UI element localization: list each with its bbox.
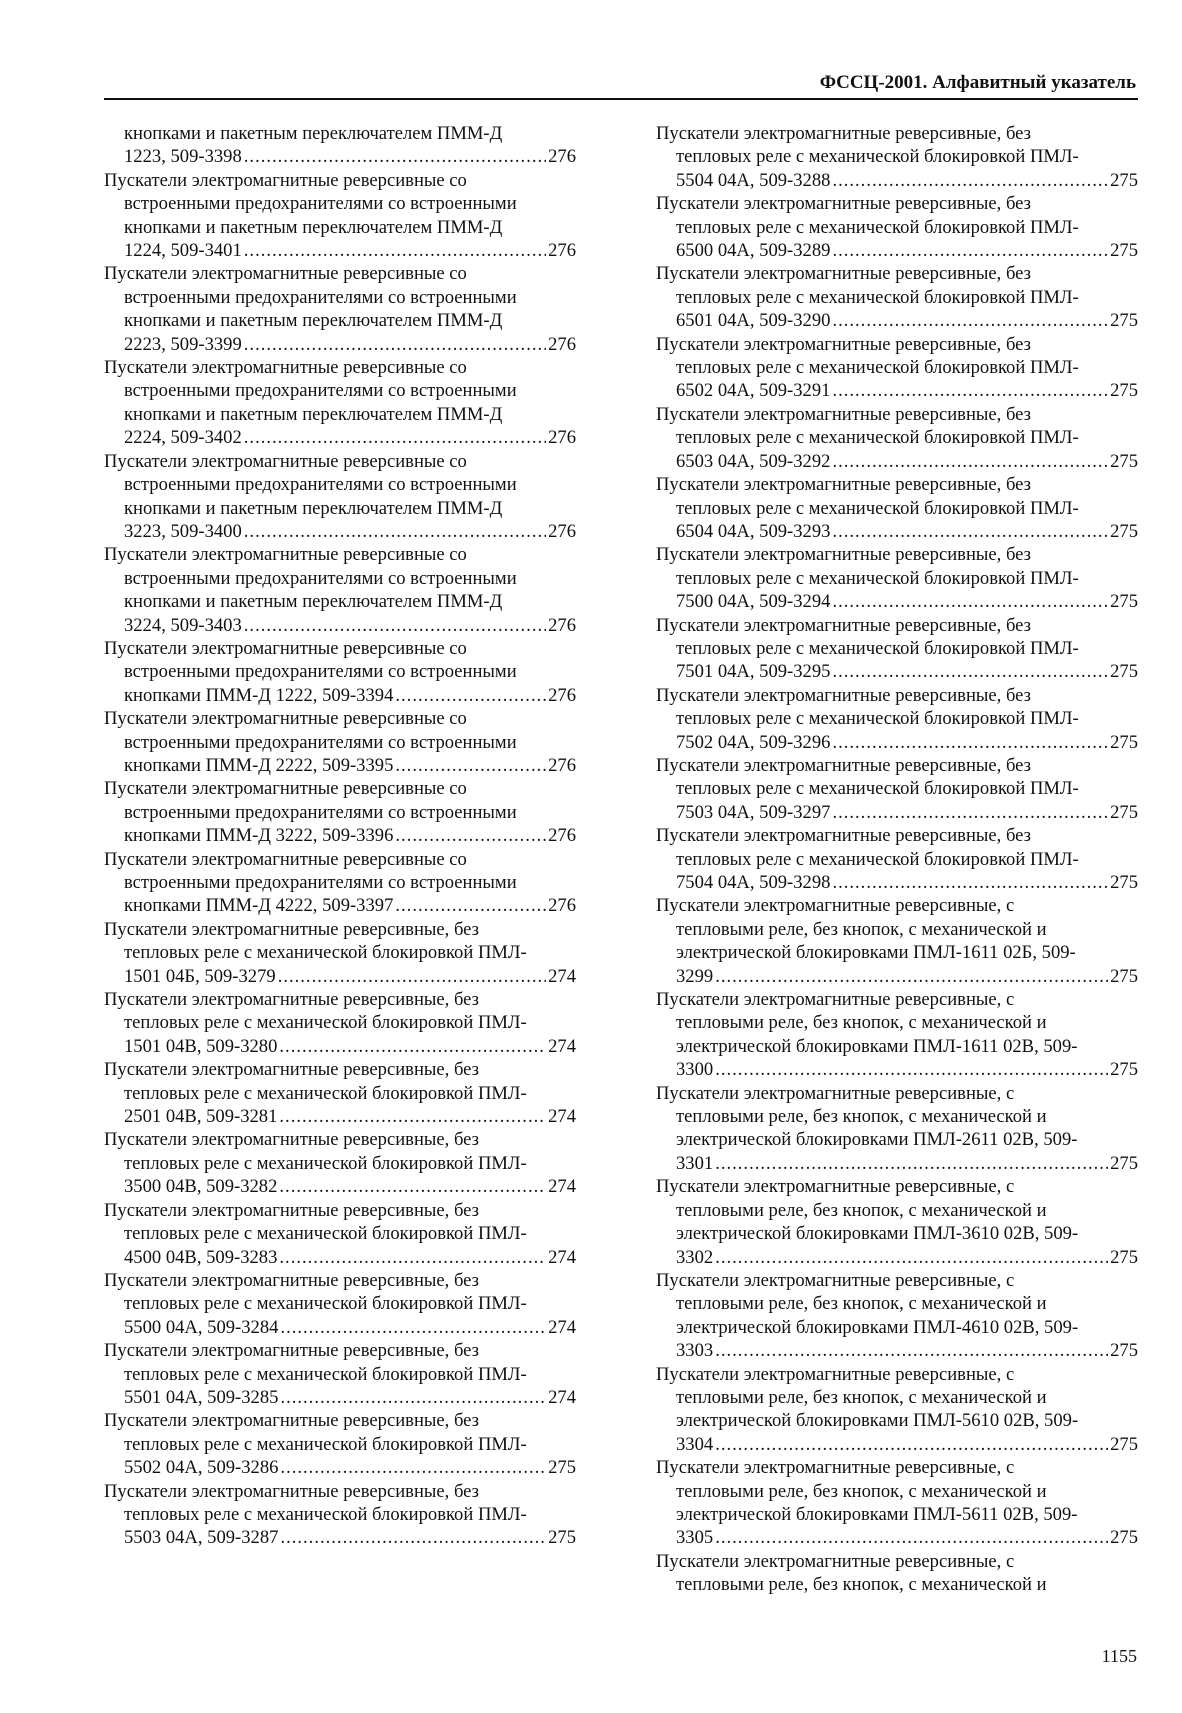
- index-entry: [656, 988, 1138, 1082]
- entry-text: кнопками и пакетным переключателем ПММ-Д: [124, 216, 503, 238]
- entry-page-ref: 274: [548, 1035, 576, 1057]
- entry-text: 5503 04А, 509-3287: [124, 1527, 279, 1549]
- index-entry: [656, 824, 1138, 894]
- entry-text: 3300: [676, 1059, 714, 1081]
- entry-text: 1223, 509-3398: [124, 146, 242, 168]
- dot-leader: [832, 801, 1108, 824]
- entry-text: Пускатели электромагнитные реверсивные, без: [104, 1199, 479, 1221]
- entry-text: тепловыми реле, без кнопок, с механической и: [676, 918, 1047, 940]
- index-entry: [104, 777, 576, 847]
- entry-text: 3223, 509-3400: [124, 520, 242, 542]
- entry-text: Пускатели электромагнитные реверсивные, без: [656, 474, 1031, 496]
- entry-text: 1501 04В, 509-3280: [124, 1035, 278, 1057]
- entry-text: тепловыми реле, без кнопок, с механической и: [676, 1106, 1047, 1128]
- entry-text: кнопками и пакетным переключателем ПММ-Д: [124, 497, 503, 519]
- entry-text: Пускатели электромагнитные реверсивные, с: [656, 1082, 1015, 1104]
- entry-text: тепловых реле с механической блокировкой ПМЛ-: [676, 848, 1079, 870]
- entry-page-ref: 276: [548, 146, 576, 168]
- entry-text: тепловых реле с механической блокировкой ПМЛ-: [124, 1012, 527, 1034]
- entry-page-ref: 275: [1110, 1246, 1138, 1268]
- index-entry: [656, 473, 1138, 543]
- entry-text: тепловых реле с механической блокировкой ПМЛ-: [676, 146, 1079, 168]
- entry-text: Пускатели электромагнитные реверсивные, без: [656, 825, 1031, 847]
- index-entry: [104, 262, 576, 356]
- entry-text: встроенными предохранителями со встроенными: [124, 380, 517, 402]
- dot-leader: [715, 1433, 1108, 1456]
- entry-text: Пускатели электромагнитные реверсивные со: [104, 169, 467, 191]
- entry-text: Пускатели электромагнитные реверсивные, без: [104, 1269, 479, 1291]
- entry-page-ref: 275: [1110, 450, 1138, 472]
- entry-text: тепловых реле с механической блокировкой ПМЛ-: [124, 1433, 527, 1455]
- entry-text: Пускатели электромагнитные реверсивные, с: [656, 1457, 1015, 1479]
- index-entry: [104, 1409, 576, 1479]
- entry-text: тепловыми реле, без кнопок, с механической и: [676, 1012, 1047, 1034]
- index-entry: [656, 122, 1138, 192]
- entry-text: Пускатели электромагнитные реверсивные, без: [104, 1340, 479, 1362]
- entry-page-ref: 275: [1110, 1433, 1138, 1455]
- entry-text: Пускатели электромагнитные реверсивные, с: [656, 895, 1015, 917]
- entry-text: встроенными предохранителями со встроенными: [124, 286, 517, 308]
- entry-text: Пускатели электромагнитные реверсивные со: [104, 848, 467, 870]
- entry-text: Пускатели электромагнитные реверсивные, без: [656, 754, 1031, 776]
- index-entry: [656, 754, 1138, 824]
- dot-leader: [244, 145, 546, 168]
- dot-leader: [279, 1035, 546, 1058]
- entry-text: 6502 04А, 509-3291: [676, 380, 831, 402]
- index-entry: [656, 403, 1138, 473]
- index-entry: [104, 918, 576, 988]
- entry-text: 7501 04А, 509-3295: [676, 661, 831, 683]
- dot-leader: [279, 1246, 546, 1269]
- entry-text: встроенными предохранителями со встроенными: [124, 731, 517, 753]
- dot-leader: [832, 590, 1108, 613]
- entry-text: тепловых реле с механической блокировкой ПМЛ-: [124, 1082, 527, 1104]
- dot-leader: [832, 169, 1108, 192]
- entry-text: тепловых реле с механической блокировкой ПМЛ-: [124, 1152, 527, 1174]
- entry-text: 6501 04А, 509-3290: [676, 310, 831, 332]
- entry-page-ref: 275: [548, 1527, 576, 1549]
- entry-text: 5502 04А, 509-3286: [124, 1457, 279, 1479]
- entry-text: Пускатели электромагнитные реверсивные, без: [656, 614, 1031, 636]
- entry-page-ref: 274: [548, 1106, 576, 1128]
- entry-page-ref: 275: [1110, 965, 1138, 987]
- index-entry: [656, 1269, 1138, 1363]
- entry-text: 7504 04А, 509-3298: [676, 872, 831, 893]
- entry-text: тепловыми реле, без кнопок, с механической и: [676, 1574, 1047, 1596]
- entry-text: кнопками ПММ-Д 3222, 509-3396: [124, 825, 394, 847]
- entry-page-ref: 274: [548, 1386, 576, 1408]
- dot-leader: [832, 660, 1108, 683]
- entry-text: 5504 04А, 509-3288: [676, 169, 831, 191]
- entry-page-ref: 274: [548, 1246, 576, 1268]
- entry-text: 6503 04А, 509-3292: [676, 450, 831, 472]
- index-entry: [656, 333, 1138, 403]
- entry-page-ref: 276: [548, 333, 576, 355]
- entry-text: 3303: [676, 1340, 714, 1362]
- entry-text: Пускатели электромагнитные реверсивные со: [104, 450, 467, 472]
- entry-text: электрической блокировками ПМЛ-2611 02В, 509-: [676, 1129, 1078, 1151]
- dot-leader: [715, 1246, 1108, 1269]
- entry-text: тепловых реле с механической блокировкой ПМЛ-: [124, 942, 527, 964]
- dot-leader: [715, 1152, 1108, 1175]
- entry-text: кнопками и пакетным переключателем ПММ-Д: [124, 310, 503, 332]
- entry-text: тепловых реле с механической блокировкой ПМЛ-: [676, 357, 1079, 379]
- index-entry: [104, 1199, 576, 1269]
- entry-text: встроенными предохранителями со встроенными: [124, 872, 517, 893]
- entry-text: 6500 04А, 509-3289: [676, 240, 831, 262]
- entry-text: кнопками ПММ-Д 1222, 509-3394: [124, 684, 394, 706]
- entry-text: Пускатели электромагнитные реверсивные, с: [656, 989, 1015, 1011]
- entry-text: 4500 04В, 509-3283: [124, 1246, 278, 1268]
- index-entry: [656, 1550, 1138, 1597]
- dot-leader: [715, 1058, 1108, 1081]
- entry-text: 3301: [676, 1152, 714, 1174]
- entry-page-ref: 275: [548, 1457, 576, 1479]
- index-entry: [656, 614, 1138, 684]
- dot-leader: [280, 1386, 546, 1409]
- entry-text: тепловых реле с механической блокировкой ПМЛ-: [676, 497, 1079, 519]
- entry-page-ref: 275: [1110, 1152, 1138, 1174]
- entry-text: Пускатели электромагнитные реверсивные, без: [656, 123, 1031, 144]
- entry-text: тепловых реле с механической блокировкой ПМЛ-: [676, 286, 1079, 308]
- entry-text: электрической блокировками ПМЛ-1611 02В, 509-: [676, 1035, 1078, 1057]
- index-entry: [104, 169, 576, 263]
- entry-text: электрической блокировками ПМЛ-4610 02В, 509-: [676, 1316, 1079, 1338]
- entry-page-ref: 276: [548, 427, 576, 449]
- entry-text: тепловых реле с механической блокировкой ПМЛ-: [676, 637, 1079, 659]
- entry-text: Пускатели электромагнитные реверсивные, без: [104, 989, 479, 1011]
- entry-page-ref: 275: [1110, 661, 1138, 683]
- dot-leader: [395, 894, 546, 917]
- entry-text: Пускатели электромагнитные реверсивные, без: [104, 1480, 479, 1502]
- entry-text: Пускатели электромагнитные реверсивные со: [104, 637, 467, 659]
- index-entry: [656, 543, 1138, 613]
- index-entry: [104, 1269, 576, 1339]
- dot-leader: [715, 965, 1108, 988]
- entry-page-ref: 274: [548, 965, 576, 987]
- entry-text: 2224, 509-3402: [124, 427, 242, 449]
- entry-page-ref: 276: [548, 684, 576, 706]
- entry-page-ref: 275: [1110, 872, 1138, 893]
- entry-text: встроенными предохранителями со встроенными: [124, 567, 517, 589]
- entry-text: встроенными предохранителями со встроенными: [124, 661, 517, 683]
- dot-leader: [395, 684, 546, 707]
- dot-leader: [715, 1339, 1108, 1362]
- index-entry: [104, 543, 576, 637]
- entry-text: электрической блокировками ПМЛ-5610 02В, 509-: [676, 1410, 1079, 1432]
- dot-leader: [832, 450, 1108, 473]
- dot-leader: [832, 309, 1108, 332]
- entry-page-ref: 274: [548, 1316, 576, 1338]
- index-column-left: [104, 122, 576, 1550]
- dot-leader: [280, 1316, 546, 1339]
- dot-leader: [244, 520, 546, 543]
- entry-page-ref: 275: [1110, 380, 1138, 402]
- dot-leader: [715, 1526, 1108, 1549]
- entry-text: тепловых реле с механической блокировкой ПМЛ-: [124, 1293, 527, 1315]
- index-entry: [104, 122, 576, 169]
- entry-text: 3299: [676, 965, 714, 987]
- entry-text: встроенными предохранителями со встроенными: [124, 474, 517, 496]
- entry-text: кнопками ПММ-Д 4222, 509-3397: [124, 895, 394, 917]
- entry-page-ref: 275: [1110, 591, 1138, 613]
- entry-text: Пускатели электромагнитные реверсивные, без: [656, 193, 1031, 215]
- index-entry: [656, 684, 1138, 754]
- index-entry: [104, 1128, 576, 1198]
- dot-leader: [244, 333, 546, 356]
- index-entry: [656, 1363, 1138, 1457]
- entry-page-ref: 275: [1110, 801, 1138, 823]
- entry-text: 3304: [676, 1433, 714, 1455]
- entry-text: Пускатели электромагнитные реверсивные, без: [104, 918, 479, 940]
- index-entry: [656, 192, 1138, 262]
- index-entry: [104, 356, 576, 450]
- entry-text: тепловыми реле, без кнопок, с механической и: [676, 1386, 1047, 1408]
- entry-text: 7500 04А, 509-3294: [676, 591, 831, 613]
- index-entry: [104, 1058, 576, 1128]
- entry-text: Пускатели электромагнитные реверсивные, с: [656, 1550, 1015, 1572]
- entry-text: тепловыми реле, без кнопок, с механической и: [676, 1480, 1047, 1502]
- entry-text: электрической блокировками ПМЛ-3610 02В, 509-: [676, 1223, 1079, 1245]
- index-entry: [104, 1339, 576, 1409]
- entry-text: 7502 04А, 509-3296: [676, 731, 831, 753]
- entry-text: Пускатели электромагнитные реверсивные, с: [656, 1269, 1015, 1291]
- entry-text: Пускатели электромагнитные реверсивные со: [104, 263, 467, 285]
- entry-text: Пускатели электромагнитные реверсивные, без: [104, 1410, 479, 1432]
- entry-text: встроенными предохранителями со встроенными: [124, 801, 517, 823]
- index-entry: [104, 637, 576, 707]
- dot-leader: [280, 1526, 546, 1549]
- index-entry: [656, 1456, 1138, 1550]
- entry-page-ref: 276: [548, 240, 576, 262]
- index-entry: [104, 450, 576, 544]
- index-entry: [656, 894, 1138, 988]
- entry-page-ref: 274: [548, 1176, 576, 1198]
- entry-text: 3305: [676, 1527, 714, 1549]
- entry-text: кнопками и пакетным переключателем ПММ-Д: [124, 591, 503, 613]
- dot-leader: [832, 520, 1108, 543]
- dot-leader: [280, 1456, 546, 1479]
- entry-text: тепловых реле с механической блокировкой ПМЛ-: [676, 778, 1079, 800]
- dot-leader: [244, 426, 546, 449]
- entry-text: Пускатели электромагнитные реверсивные, без: [656, 544, 1031, 566]
- dot-leader: [395, 754, 546, 777]
- index-entry: [104, 848, 576, 918]
- entry-text: кнопками и пакетным переключателем ПММ-Д: [124, 123, 503, 144]
- entry-page-ref: 275: [1110, 731, 1138, 753]
- index-entry: [104, 707, 576, 777]
- entry-text: кнопками ПММ-Д 2222, 509-3395: [124, 754, 394, 776]
- entry-text: 1501 04Б, 509-3279: [124, 965, 276, 987]
- entry-page-ref: 275: [1110, 169, 1138, 191]
- entry-text: Пускатели электромагнитные реверсивные, без: [656, 684, 1031, 706]
- entry-text: тепловыми реле, без кнопок, с механической и: [676, 1199, 1047, 1221]
- entry-text: Пускатели электромагнитные реверсивные, без: [656, 403, 1031, 425]
- entry-page-ref: 276: [548, 895, 576, 917]
- entry-text: Пускатели электромагнитные реверсивные со: [104, 778, 467, 800]
- entry-page-ref: 276: [548, 614, 576, 636]
- entry-text: тепловых реле с механической блокировкой ПМЛ-: [124, 1363, 527, 1385]
- entry-text: встроенными предохранителями со встроенными: [124, 193, 517, 215]
- entry-text: тепловых реле с механической блокировкой ПМЛ-: [676, 427, 1079, 449]
- entry-page-ref: 276: [548, 520, 576, 542]
- entry-text: 3224, 509-3403: [124, 614, 242, 636]
- entry-text: Пускатели электромагнитные реверсивные со: [104, 544, 467, 566]
- entry-text: Пускатели электромагнитные реверсивные, без: [656, 263, 1031, 285]
- dot-leader: [244, 239, 546, 262]
- dot-leader: [832, 379, 1108, 402]
- dot-leader: [832, 239, 1108, 262]
- index-entry: [104, 988, 576, 1058]
- index-entry: [656, 1082, 1138, 1176]
- entry-text: 6504 04А, 509-3293: [676, 520, 831, 542]
- entry-text: тепловых реле с механической блокировкой ПМЛ-: [124, 1223, 527, 1245]
- dot-leader: [244, 614, 546, 637]
- entry-page-ref: 276: [548, 825, 576, 847]
- index-column-right: [656, 122, 1138, 1597]
- entry-text: 5500 04А, 509-3284: [124, 1316, 279, 1338]
- entry-page-ref: 275: [1110, 1059, 1138, 1081]
- entry-page-ref: 275: [1110, 520, 1138, 542]
- header-title: ФССЦ-2001. Алфавитный указатель: [819, 72, 1136, 93]
- entry-page-ref: 275: [1110, 1527, 1138, 1549]
- entry-text: тепловых реле с механической блокировкой ПМЛ-: [676, 708, 1079, 730]
- entry-text: тепловых реле с механической блокировкой ПМЛ-: [676, 216, 1079, 238]
- entry-text: 7503 04А, 509-3297: [676, 801, 831, 823]
- entry-text: кнопками и пакетным переключателем ПММ-Д: [124, 403, 503, 425]
- entry-text: тепловых реле с механической блокировкой ПМЛ-: [676, 567, 1079, 589]
- entry-text: тепловых реле с механической блокировкой ПМЛ-: [124, 1503, 527, 1525]
- index-entry: [104, 1480, 576, 1550]
- index-entry: [656, 262, 1138, 332]
- page-number: 1155: [1101, 1646, 1137, 1666]
- dot-leader: [279, 1175, 546, 1198]
- dot-leader: [278, 965, 546, 988]
- entry-text: Пускатели электромагнитные реверсивные, с: [656, 1176, 1015, 1198]
- dot-leader: [395, 824, 546, 847]
- dot-leader: [279, 1105, 546, 1128]
- entry-text: 5501 04А, 509-3285: [124, 1386, 279, 1408]
- entry-text: электрической блокировками ПМЛ-1611 02Б, 509-: [676, 942, 1076, 964]
- dot-leader: [832, 871, 1108, 894]
- entry-text: электрической блокировками ПМЛ-5611 02В, 509-: [676, 1503, 1078, 1525]
- entry-text: 3302: [676, 1246, 714, 1268]
- entry-text: 2501 04В, 509-3281: [124, 1106, 278, 1128]
- entry-text: Пускатели электромагнитные реверсивные, без: [656, 333, 1031, 355]
- entry-text: Пускатели электромагнитные реверсивные, без: [104, 1129, 479, 1151]
- entry-text: 3500 04В, 509-3282: [124, 1176, 278, 1198]
- page-header: [104, 72, 1138, 100]
- entry-text: Пускатели электромагнитные реверсивные со: [104, 708, 467, 730]
- entry-page-ref: 275: [1110, 240, 1138, 262]
- entry-text: Пускатели электромагнитные реверсивные, с: [656, 1363, 1015, 1385]
- entry-text: Пускатели электромагнитные реверсивные со: [104, 357, 467, 379]
- entry-page-ref: 276: [548, 754, 576, 776]
- entry-page-ref: 275: [1110, 310, 1138, 332]
- entry-page-ref: 275: [1110, 1340, 1138, 1362]
- entry-text: 2223, 509-3399: [124, 333, 242, 355]
- entry-text: 1224, 509-3401: [124, 240, 242, 262]
- entry-text: Пускатели электромагнитные реверсивные, без: [104, 1059, 479, 1081]
- dot-leader: [832, 731, 1108, 754]
- index-entry: [656, 1175, 1138, 1269]
- entry-text: тепловыми реле, без кнопок, с механической и: [676, 1293, 1047, 1315]
